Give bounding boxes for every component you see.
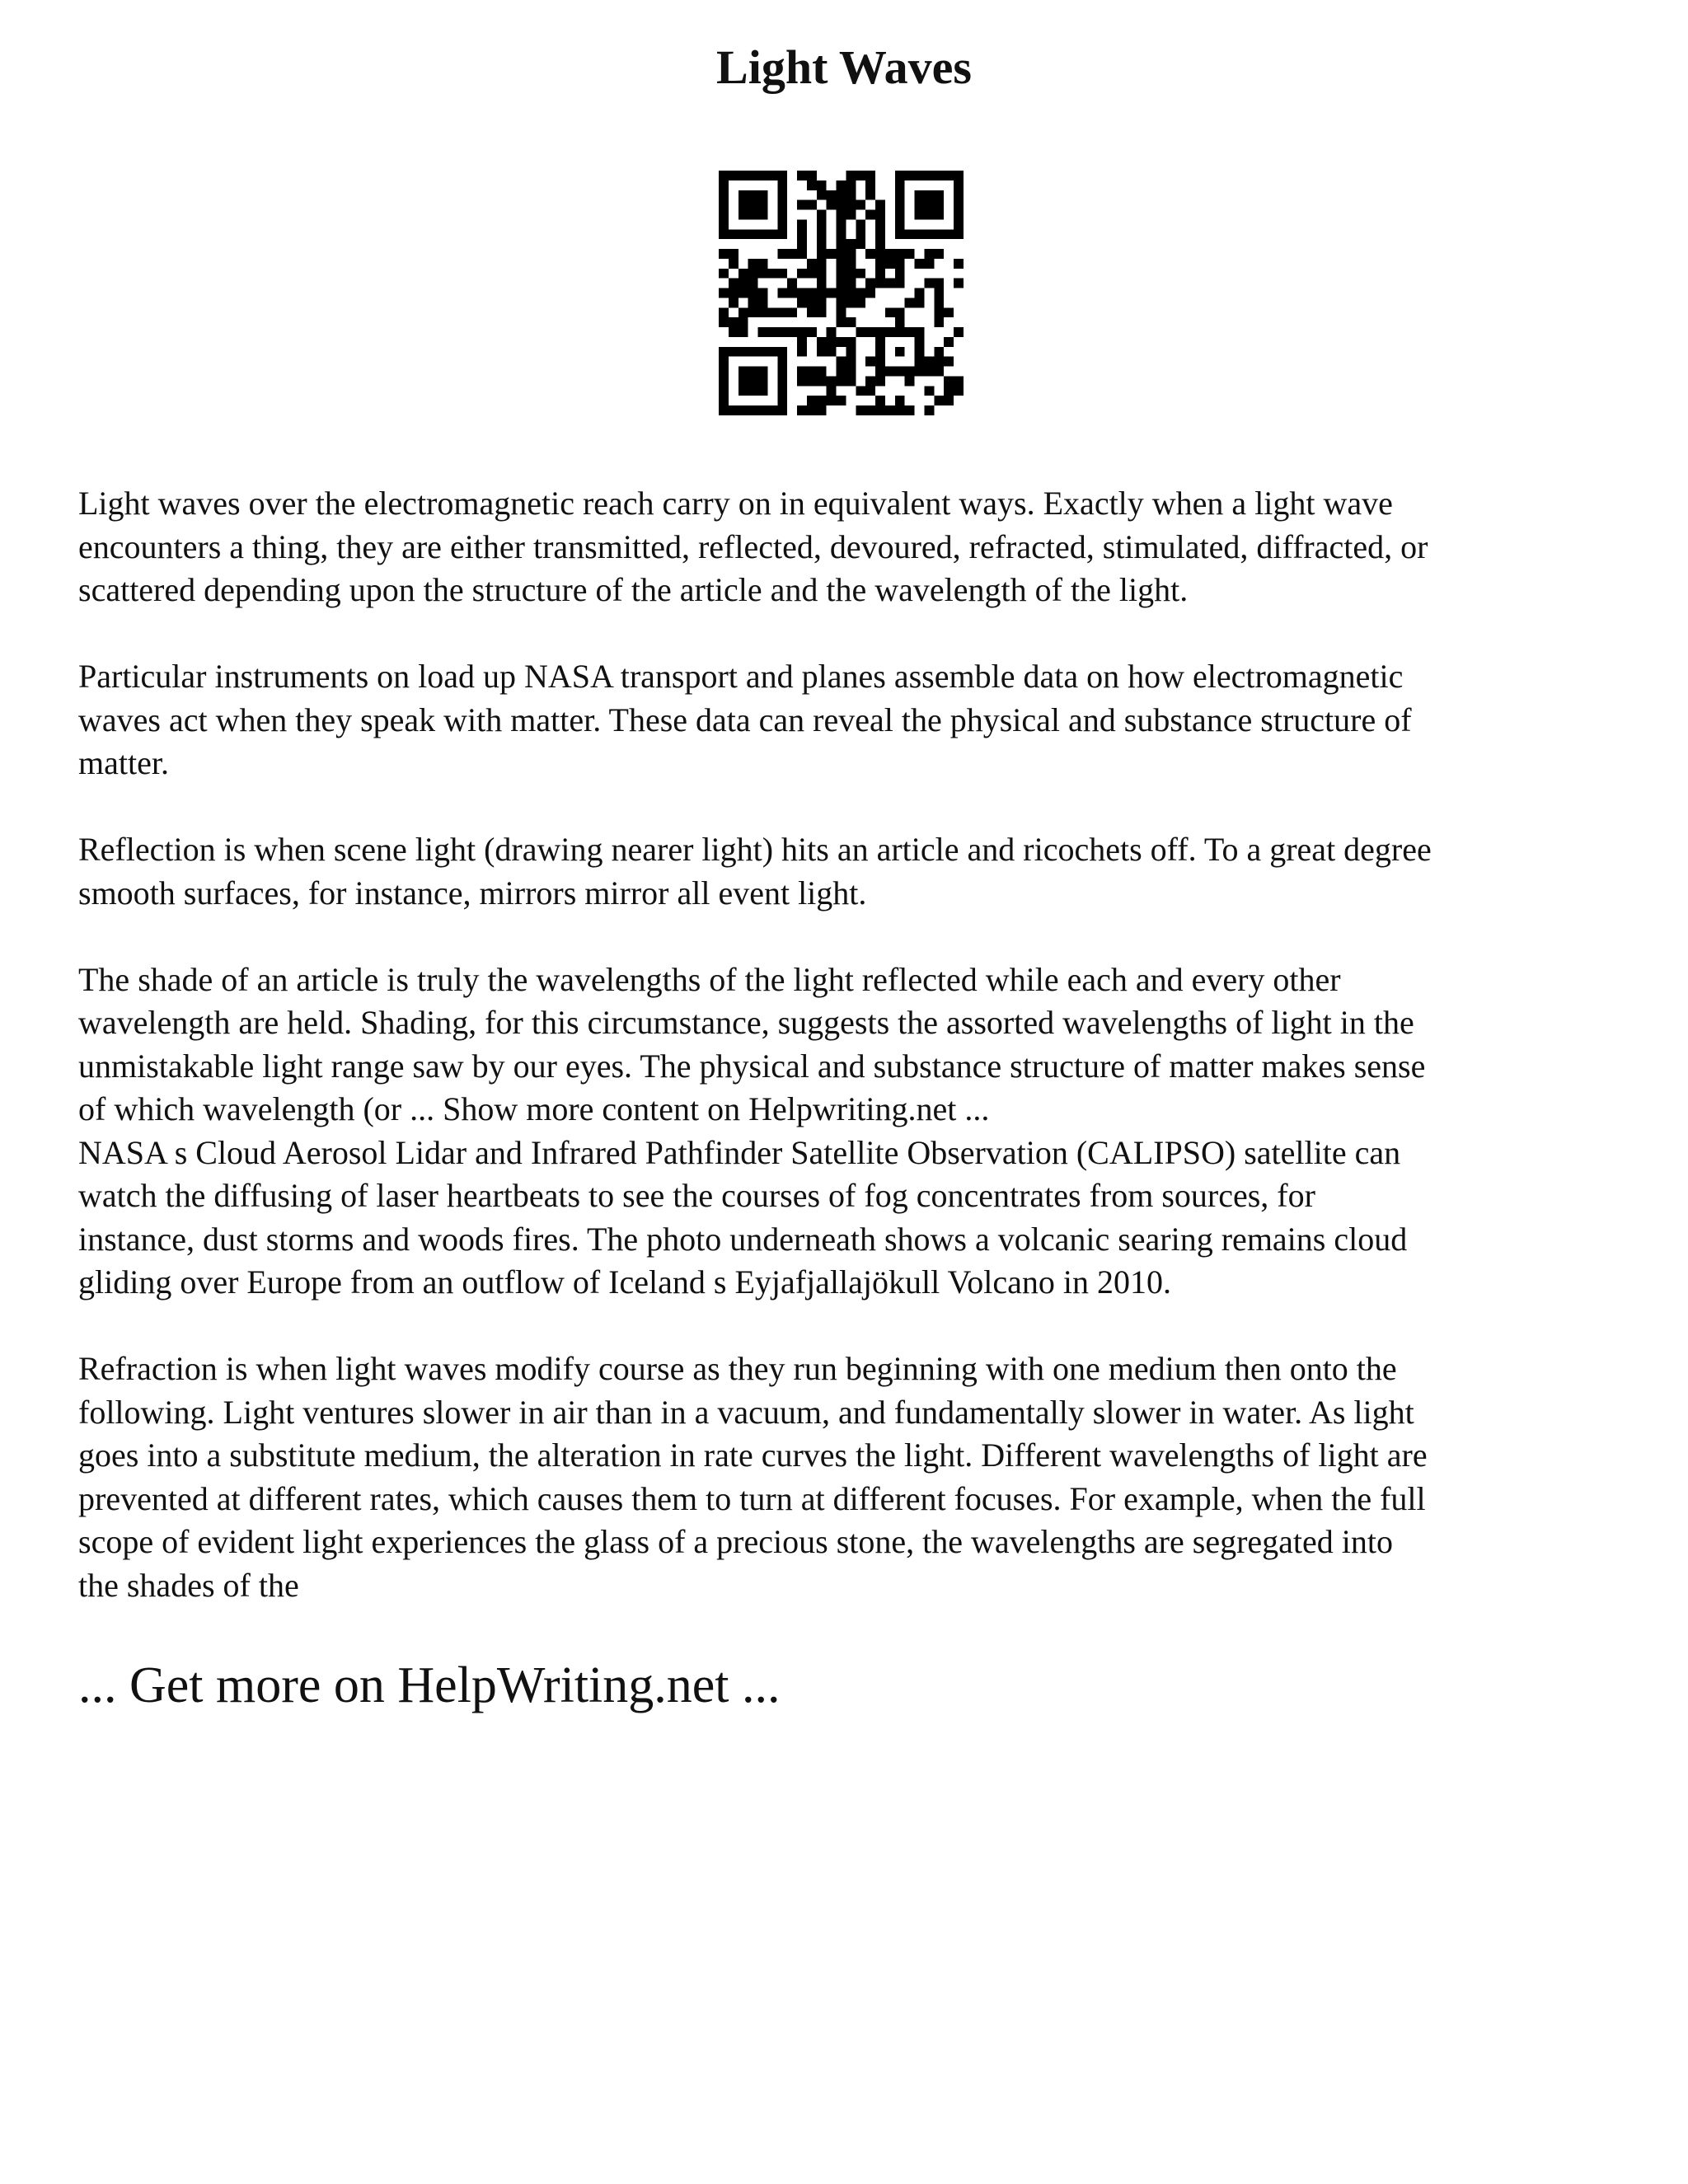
article-body bbox=[78, 482, 1628, 1607]
paragraph-1: Light waves over the electromagnetic reach carry on in equivalent ways. Exactly when a light wave encounters a thing, they are either transmitted, reflected, devoured, refracted, stimulated, diffracted, or scattered depending upon the structure of the article and the wavelength of the light. bbox=[78, 485, 1428, 608]
paragraph-3: Reflection is when scene light (drawing nearer light) hits an article and ricochets off. To a great degree smooth surfaces, for instance, mirrors mirror all event light. bbox=[78, 831, 1432, 912]
paragraph-2: Particular instruments on load up NASA transport and planes assemble data on how electromagnetic waves act when they speak with matter. These data can reveal the physical and substance structure of matter. bbox=[78, 658, 1412, 781]
qr-code-icon bbox=[719, 171, 964, 415]
paragraph-5: Refraction is when light waves modify course as they run beginning with one medium then onto the following. Light ventures slower in air than in a vacuum, and fundamentally slower in water. As light goes into a substitute medium, the alteration in rate curves the light. Different wavelengths of light are prevented at different rates, which causes them to turn at different focuses. For example, when the full scope of evident light experiences the glass of a precious stone, the wavelengths are segregated into the shades of the bbox=[78, 1350, 1428, 1604]
page-title: Light Waves bbox=[716, 40, 972, 94]
get-more-link[interactable]: ... Get more on HelpWriting.net ... bbox=[78, 1657, 781, 1713]
paragraph-4: The shade of an article is truly the wavelengths of the light reflected while each and every other wavelength are held. Shading, for this circumstance, suggests the assorted wavelengths of light in the unmistakable light range saw by our eyes. The physical and substance structure of matter makes sense of which wavelength (or ... Show more content on Helpwriting.net ... NASA s Cloud Aerosol Lidar and Infrared Pathfinder Satellite Observation (CALIPSO) satellite can watch the diffusing of laser heartbeats to see the courses of fog concentrates from sources, for instance, dust storms and woods fires. The photo underneath shows a volcanic searing remains cloud gliding over Europe from an outflow of Iceland s Eyjafjallajökull Volcano in 2010. bbox=[78, 960, 1426, 1301]
